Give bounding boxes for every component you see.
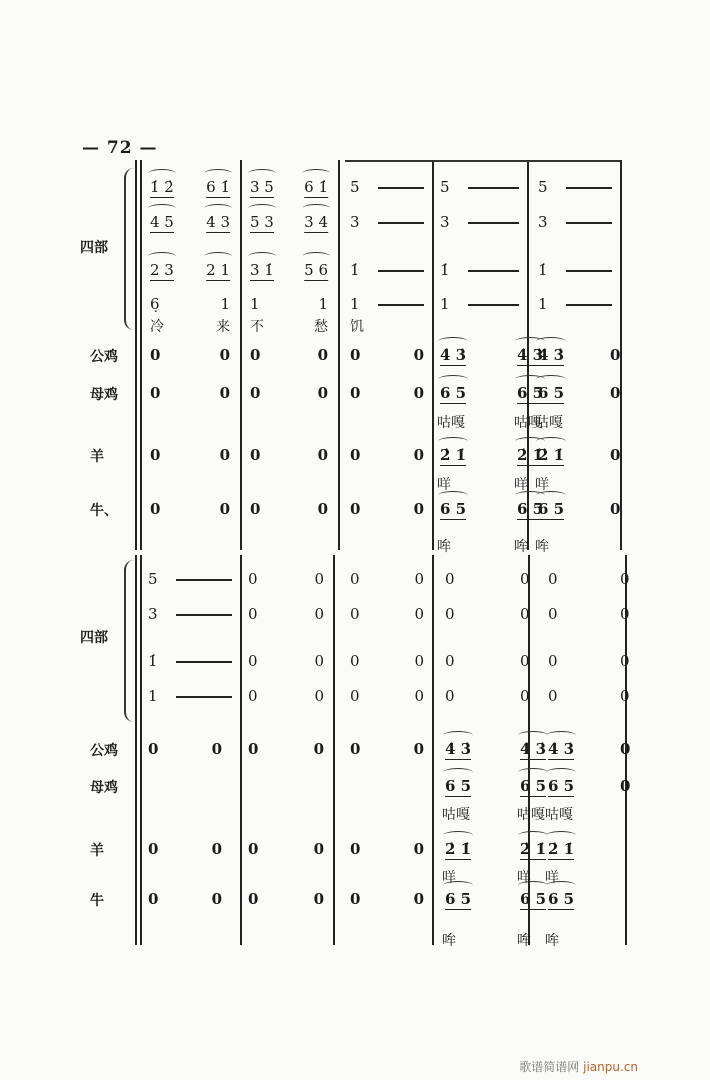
barline	[140, 555, 142, 945]
note-pair: 2 3	[150, 261, 174, 279]
note-pair: 6 5	[445, 890, 472, 908]
note: 1	[350, 295, 360, 313]
rest: 0	[317, 384, 328, 402]
animal-lyric: 咩	[517, 870, 531, 886]
rest: 0	[610, 446, 621, 464]
rest: 0	[548, 652, 558, 670]
watermark-cn: 歌谱简谱网	[519, 1060, 580, 1074]
note-pair: 4̇ 3̇	[548, 740, 575, 758]
note-pair: 3 5	[250, 178, 274, 196]
note-pair: 4̇ 3̇	[520, 740, 547, 758]
rest: 0	[548, 687, 558, 705]
rest: 0	[314, 570, 324, 588]
rest: 0	[413, 840, 424, 858]
lyric: 不	[250, 319, 264, 335]
rest: 0	[148, 740, 159, 758]
animal-label: 公鸡	[90, 349, 118, 365]
rest: 0	[620, 652, 630, 670]
sustain-dash	[176, 579, 232, 581]
note-pair: 6 5	[445, 777, 472, 795]
rest: 0	[250, 384, 261, 402]
rest: 0	[150, 384, 161, 402]
rest: 0	[317, 446, 328, 464]
rest: 0	[211, 740, 222, 758]
rest: 0	[610, 500, 621, 518]
animal-label: 牛	[90, 893, 104, 909]
sustain-dash	[468, 222, 519, 224]
note: 1	[538, 295, 548, 313]
animal-lyric: 咩	[437, 477, 451, 493]
lyric: 来	[216, 319, 230, 335]
rest: 0	[248, 570, 258, 588]
barline	[432, 160, 434, 550]
animal-label: 羊	[90, 843, 104, 859]
note-pair: 5 3	[250, 213, 274, 231]
animal-lyric: 咕嘎	[535, 415, 563, 431]
barline	[240, 160, 242, 550]
page-number: — 72 —	[82, 138, 158, 158]
rest: 0	[445, 605, 455, 623]
rest: 0	[620, 777, 631, 795]
note: 1	[440, 295, 450, 313]
rest: 0	[520, 570, 530, 588]
rest: 0	[219, 500, 230, 518]
rest: 0	[413, 346, 424, 364]
rest: 0	[548, 570, 558, 588]
rest: 0	[211, 890, 222, 908]
animal-label: 母鸡	[90, 780, 118, 796]
rest: 0	[313, 890, 324, 908]
rest: 0	[350, 346, 361, 364]
sustain-dash	[566, 270, 612, 272]
rest: 0	[620, 687, 630, 705]
rest: 0	[620, 570, 630, 588]
rest: 0	[148, 890, 159, 908]
rest: 0	[248, 890, 259, 908]
rest: 0	[414, 570, 424, 588]
rest: 0	[150, 500, 161, 518]
note: 5	[538, 178, 548, 196]
note-pair: 2̇ 1̇	[548, 840, 575, 858]
rest: 0	[350, 840, 361, 858]
rest: 0	[248, 840, 259, 858]
note-pair: 5 6	[304, 261, 328, 279]
sustain-dash	[468, 270, 519, 272]
animal-lyric: 咕嘎	[517, 807, 545, 823]
note-pair: 6 5	[548, 777, 575, 795]
animal-lyric: 咕嘎	[442, 807, 470, 823]
rest: 0	[250, 346, 261, 364]
sustain-dash	[176, 661, 232, 663]
part-label: 四部	[80, 240, 108, 256]
rest: 0	[211, 840, 222, 858]
sustain-dash	[468, 304, 519, 306]
note: 1̇	[350, 261, 360, 279]
rest: 0	[620, 740, 631, 758]
rest: 0	[314, 652, 324, 670]
rest: 0	[413, 446, 424, 464]
rest: 0	[413, 384, 424, 402]
note-pair: 2̇ 1̇	[445, 840, 472, 858]
rest: 0	[250, 500, 261, 518]
rest: 0	[248, 652, 258, 670]
part-brace	[124, 560, 134, 722]
rest: 0	[520, 652, 530, 670]
rest: 0	[148, 840, 159, 858]
barline	[140, 160, 142, 550]
rest: 0	[250, 446, 261, 464]
note: 3	[350, 213, 360, 231]
rest: 0	[350, 500, 361, 518]
note-pair: 6 5	[538, 500, 565, 518]
animal-label: 牛、	[90, 503, 118, 519]
rest: 0	[313, 740, 324, 758]
animal-lyric: 哞	[514, 539, 528, 555]
animal-label: 母鸡	[90, 387, 118, 403]
animal-label: 羊	[90, 449, 104, 465]
sustain-dash	[176, 696, 232, 698]
rest: 0	[350, 740, 361, 758]
note-pair: 6 5	[538, 384, 565, 402]
note: 5	[148, 570, 158, 588]
rest: 0	[413, 500, 424, 518]
note: 3	[148, 605, 158, 623]
note-pair: 3 1̇	[250, 261, 274, 279]
note-pair: 2 1	[206, 261, 230, 279]
note: 3	[538, 213, 548, 231]
barline	[338, 160, 340, 550]
note: 1	[220, 295, 230, 313]
note-pair: 6 1̇	[304, 178, 328, 196]
barline	[432, 555, 434, 945]
rest: 0	[313, 840, 324, 858]
rest: 0	[314, 687, 324, 705]
rest: 0	[520, 605, 530, 623]
rest: 0	[317, 500, 328, 518]
rest: 0	[414, 605, 424, 623]
rest: 0	[248, 687, 258, 705]
rest: 0	[219, 446, 230, 464]
rest: 0	[150, 346, 161, 364]
watermark-en: jianpu.cn	[583, 1060, 638, 1074]
sustain-dash	[176, 614, 232, 616]
note-pair: 4 5	[150, 213, 174, 231]
sustain-dash	[468, 187, 519, 189]
animal-lyric: 咩	[514, 477, 528, 493]
rest: 0	[445, 687, 455, 705]
rest: 0	[610, 346, 621, 364]
lyric: 愁	[314, 319, 328, 335]
rest: 0	[414, 652, 424, 670]
rest: 0	[350, 687, 360, 705]
note-pair: 6 5	[520, 777, 547, 795]
barline	[240, 555, 242, 945]
rest: 0	[610, 384, 621, 402]
system-bracket-line	[345, 160, 620, 162]
rest: 0	[350, 605, 360, 623]
note-pair: 2̇ 1̇	[520, 840, 547, 858]
note-pair: 2̇ 1̇	[517, 446, 544, 464]
sustain-dash	[566, 304, 612, 306]
sustain-dash	[566, 187, 612, 189]
note: 6̣	[150, 295, 160, 313]
rest: 0	[445, 570, 455, 588]
rest: 0	[350, 652, 360, 670]
note-pair: 4 3	[206, 213, 230, 231]
note-pair: 6 5	[440, 500, 467, 518]
rest: 0	[414, 687, 424, 705]
note-pair: 4̇ 3̇	[445, 740, 472, 758]
rest: 0	[219, 384, 230, 402]
note: 1̇	[440, 261, 450, 279]
rest: 0	[620, 605, 630, 623]
rest: 0	[445, 652, 455, 670]
rest: 0	[248, 605, 258, 623]
note-pair: 2̇ 1̇	[440, 446, 467, 464]
animal-lyric: 哞	[545, 933, 559, 949]
rest: 0	[317, 346, 328, 364]
note: 1̇	[538, 261, 548, 279]
note-pair: 4̇ 3̇	[440, 346, 467, 364]
rest: 0	[350, 446, 361, 464]
lyric: 饥	[350, 319, 364, 335]
animal-lyric: 哞	[535, 539, 549, 555]
animal-label: 公鸡	[90, 743, 118, 759]
rest: 0	[350, 384, 361, 402]
rest: 0	[350, 570, 360, 588]
animal-lyric: 哞	[437, 539, 451, 555]
note-pair: 4̇ 3̇	[538, 346, 565, 364]
note-pair: 6 1̇	[206, 178, 230, 196]
rest: 0	[548, 605, 558, 623]
animal-lyric: 哞	[442, 933, 456, 949]
barline-double	[135, 160, 137, 550]
note: 5	[350, 178, 360, 196]
note-pair: 2̇ 1̇	[538, 446, 565, 464]
rest: 0	[350, 890, 361, 908]
rest: 0	[413, 740, 424, 758]
barline-double	[135, 555, 137, 945]
note-pair: 6 5	[548, 890, 575, 908]
animal-lyric: 咕嘎	[514, 415, 542, 431]
rest: 0	[413, 890, 424, 908]
note: 3	[440, 213, 450, 231]
note-pair: 6 5	[440, 384, 467, 402]
note: 1	[148, 687, 158, 705]
part-brace	[124, 168, 134, 330]
sustain-dash	[378, 222, 424, 224]
note-pair: 1̇ 2̇	[150, 178, 174, 196]
note-pair: 4̇ 3̇	[517, 346, 544, 364]
rest: 0	[520, 687, 530, 705]
note: 5	[440, 178, 450, 196]
part-label: 四部	[80, 630, 108, 646]
note: 1	[250, 295, 260, 313]
barline	[333, 555, 335, 945]
sustain-dash	[378, 270, 424, 272]
animal-lyric: 咕嘎	[437, 415, 465, 431]
animal-lyric: 咕嘎	[545, 807, 573, 823]
sustain-dash	[566, 222, 612, 224]
lyric: 冷	[150, 319, 164, 335]
rest: 0	[314, 605, 324, 623]
rest: 0	[150, 446, 161, 464]
sustain-dash	[378, 304, 424, 306]
animal-lyric: 咩	[545, 870, 559, 886]
rest: 0	[219, 346, 230, 364]
note: 1	[318, 295, 328, 313]
animal-lyric: 咩	[442, 870, 456, 886]
note-pair: 6 5	[520, 890, 547, 908]
note: 1̇	[148, 652, 158, 670]
animal-lyric: 咩	[535, 477, 549, 493]
rest: 0	[248, 740, 259, 758]
note-pair: 6 5	[517, 384, 544, 402]
note-pair: 3 4	[304, 213, 328, 231]
animal-lyric: 哞	[517, 933, 531, 949]
sustain-dash	[378, 187, 424, 189]
note-pair: 6 5	[517, 500, 544, 518]
watermark	[519, 1058, 638, 1075]
